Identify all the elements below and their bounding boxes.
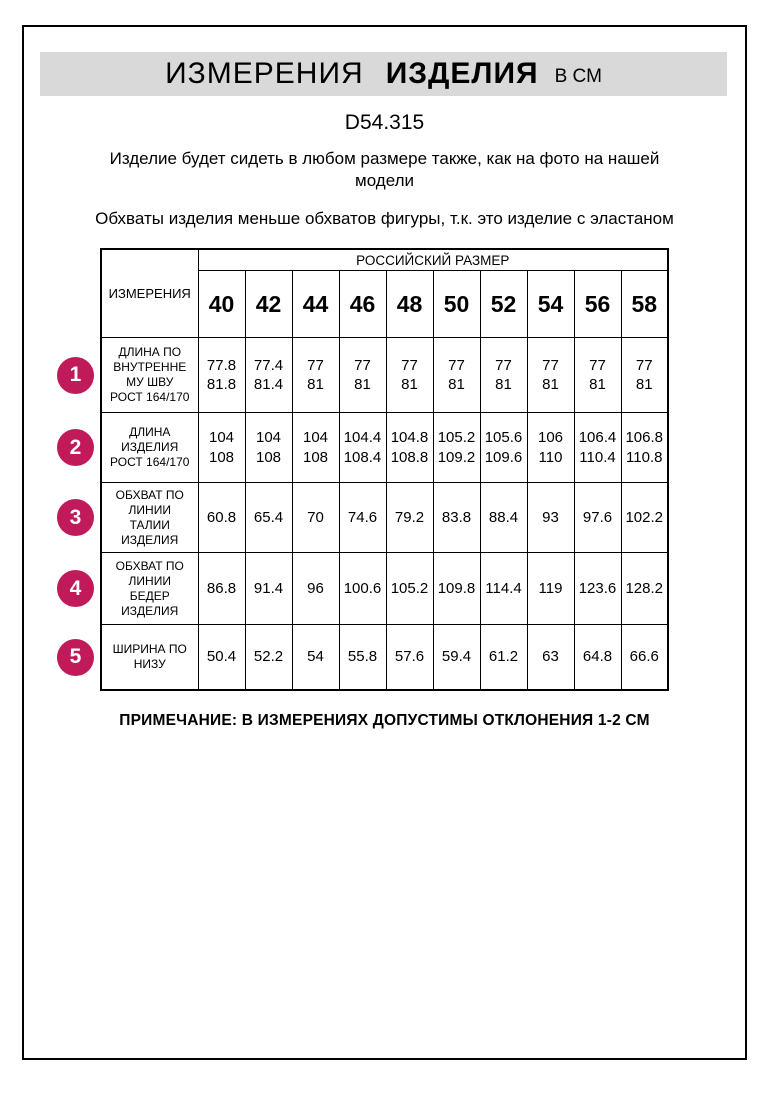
value-cell: 64.8 (574, 625, 621, 690)
value-cell: 88.4 (480, 483, 527, 553)
value-cell: 100.6 (339, 553, 386, 625)
value-cell: 50.4 (198, 625, 245, 690)
value-cell: 74.6 (339, 483, 386, 553)
table-row (101, 413, 668, 483)
value-cell: 106 110 (527, 413, 574, 483)
size-header-cell: 46 (339, 271, 386, 338)
size-header-cell: 58 (621, 271, 668, 338)
value-cell: 114.4 (480, 553, 527, 625)
value-cell: 61.2 (480, 625, 527, 690)
value-cell: 77 81 (339, 338, 386, 413)
row-number-badge: 3 (57, 499, 94, 536)
intro-paragraph-1: Изделие будет сидеть в любом размере также, как на фото на нашей модели (109, 149, 660, 190)
size-header-cell: 40 (198, 271, 245, 338)
value-cell: 97.6 (574, 483, 621, 553)
row-label-cell: ОБХВАТ ПО ЛИНИИ БЕДЕР ИЗДЕЛИЯ (101, 553, 198, 625)
value-cell: 60.8 (198, 483, 245, 553)
value-cell: 77 81 (386, 338, 433, 413)
value-cell: 91.4 (245, 553, 292, 625)
value-cell: 105.6 109.6 (480, 413, 527, 483)
size-header-cell: 48 (386, 271, 433, 338)
value-cell: 77 81 (527, 338, 574, 413)
measurements-table (100, 248, 669, 691)
value-cell: 104 108 (245, 413, 292, 483)
group-header-cell: РОССИЙСКИЙ РАЗМЕР (198, 249, 668, 271)
value-cell: 77 81 (433, 338, 480, 413)
model-code: D54.315 (344, 111, 425, 134)
table-row (101, 625, 668, 690)
value-cell: 128.2 (621, 553, 668, 625)
value-cell: 123.6 (574, 553, 621, 625)
value-cell: 54 (292, 625, 339, 690)
size-header-cell: 56 (574, 271, 621, 338)
value-cell: 77 81 (574, 338, 621, 413)
value-cell: 93 (527, 483, 574, 553)
row-label-cell: ДЛИНА ИЗДЕЛИЯ РОСТ 164/170 (101, 413, 198, 483)
row-label-cell: ОБХВАТ ПО ЛИНИИ ТАЛИИ ИЗДЕЛИЯ (101, 483, 198, 553)
value-cell: 109.8 (433, 553, 480, 625)
size-header-cell: 50 (433, 271, 480, 338)
value-cell: 77.4 81.4 (245, 338, 292, 413)
page-title-word2: ИЗДЕЛИЯ (385, 57, 539, 90)
value-cell: 83.8 (433, 483, 480, 553)
size-header-cell: 44 (292, 271, 339, 338)
value-cell: 79.2 (386, 483, 433, 553)
corner-header-cell: ИЗМЕРЕНИЯ (101, 249, 198, 338)
value-cell: 104 108 (292, 413, 339, 483)
value-cell: 52.2 (245, 625, 292, 690)
size-header-cell: 52 (480, 271, 527, 338)
value-cell: 59.4 (433, 625, 480, 690)
row-label-cell: ШИРИНА ПО НИЗУ (101, 625, 198, 690)
page-border-frame (22, 25, 747, 1060)
value-cell: 65.4 (245, 483, 292, 553)
value-cell: 104 108 (198, 413, 245, 483)
table-row (101, 483, 668, 553)
page-title-unit: В СМ (554, 66, 602, 87)
note-text: ПРИМЕЧАНИЕ: В ИЗМЕРЕНИЯХ ДОПУСТИМЫ ОТКЛОНЕНИЯ 1-2 СМ (119, 711, 650, 729)
row-number-badge: 4 (57, 570, 94, 607)
measurements-table-zone (24, 248, 745, 691)
table-header-row-group (101, 249, 668, 271)
value-cell: 105.2 109.2 (433, 413, 480, 483)
table-row (101, 338, 668, 413)
value-cell: 106.4 110.4 (574, 413, 621, 483)
value-cell: 77 81 (480, 338, 527, 413)
value-cell: 96 (292, 553, 339, 625)
value-cell: 77 81 (621, 338, 668, 413)
value-cell: 106.8 110.8 (621, 413, 668, 483)
row-number-badge: 5 (57, 639, 94, 676)
value-cell: 63 (527, 625, 574, 690)
value-cell: 102.2 (621, 483, 668, 553)
value-cell: 105.2 (386, 553, 433, 625)
row-number-badge: 1 (57, 357, 94, 394)
value-cell: 104.4 108.4 (339, 413, 386, 483)
intro-paragraph-2: Обхваты изделия меньше обхватов фигуры, т.к. это изделие с эластаном (95, 208, 674, 228)
value-cell: 55.8 (339, 625, 386, 690)
value-cell: 104.8 108.8 (386, 413, 433, 483)
content-area (24, 111, 745, 730)
value-cell: 119 (527, 553, 574, 625)
row-label-cell: ДЛИНА ПО ВНУТРЕННЕ МУ ШВУ РОСТ 164/170 (101, 338, 198, 413)
page-title-word1: ИЗМЕРЕНИЯ (165, 57, 364, 90)
size-header-cell: 54 (527, 271, 574, 338)
value-cell: 57.6 (386, 625, 433, 690)
title-bar (40, 52, 727, 96)
table-row (101, 553, 668, 625)
value-cell: 77.8 81.8 (198, 338, 245, 413)
value-cell: 70 (292, 483, 339, 553)
row-number-badge: 2 (57, 429, 94, 466)
size-header-cell: 42 (245, 271, 292, 338)
value-cell: 77 81 (292, 338, 339, 413)
value-cell: 66.6 (621, 625, 668, 690)
value-cell: 86.8 (198, 553, 245, 625)
